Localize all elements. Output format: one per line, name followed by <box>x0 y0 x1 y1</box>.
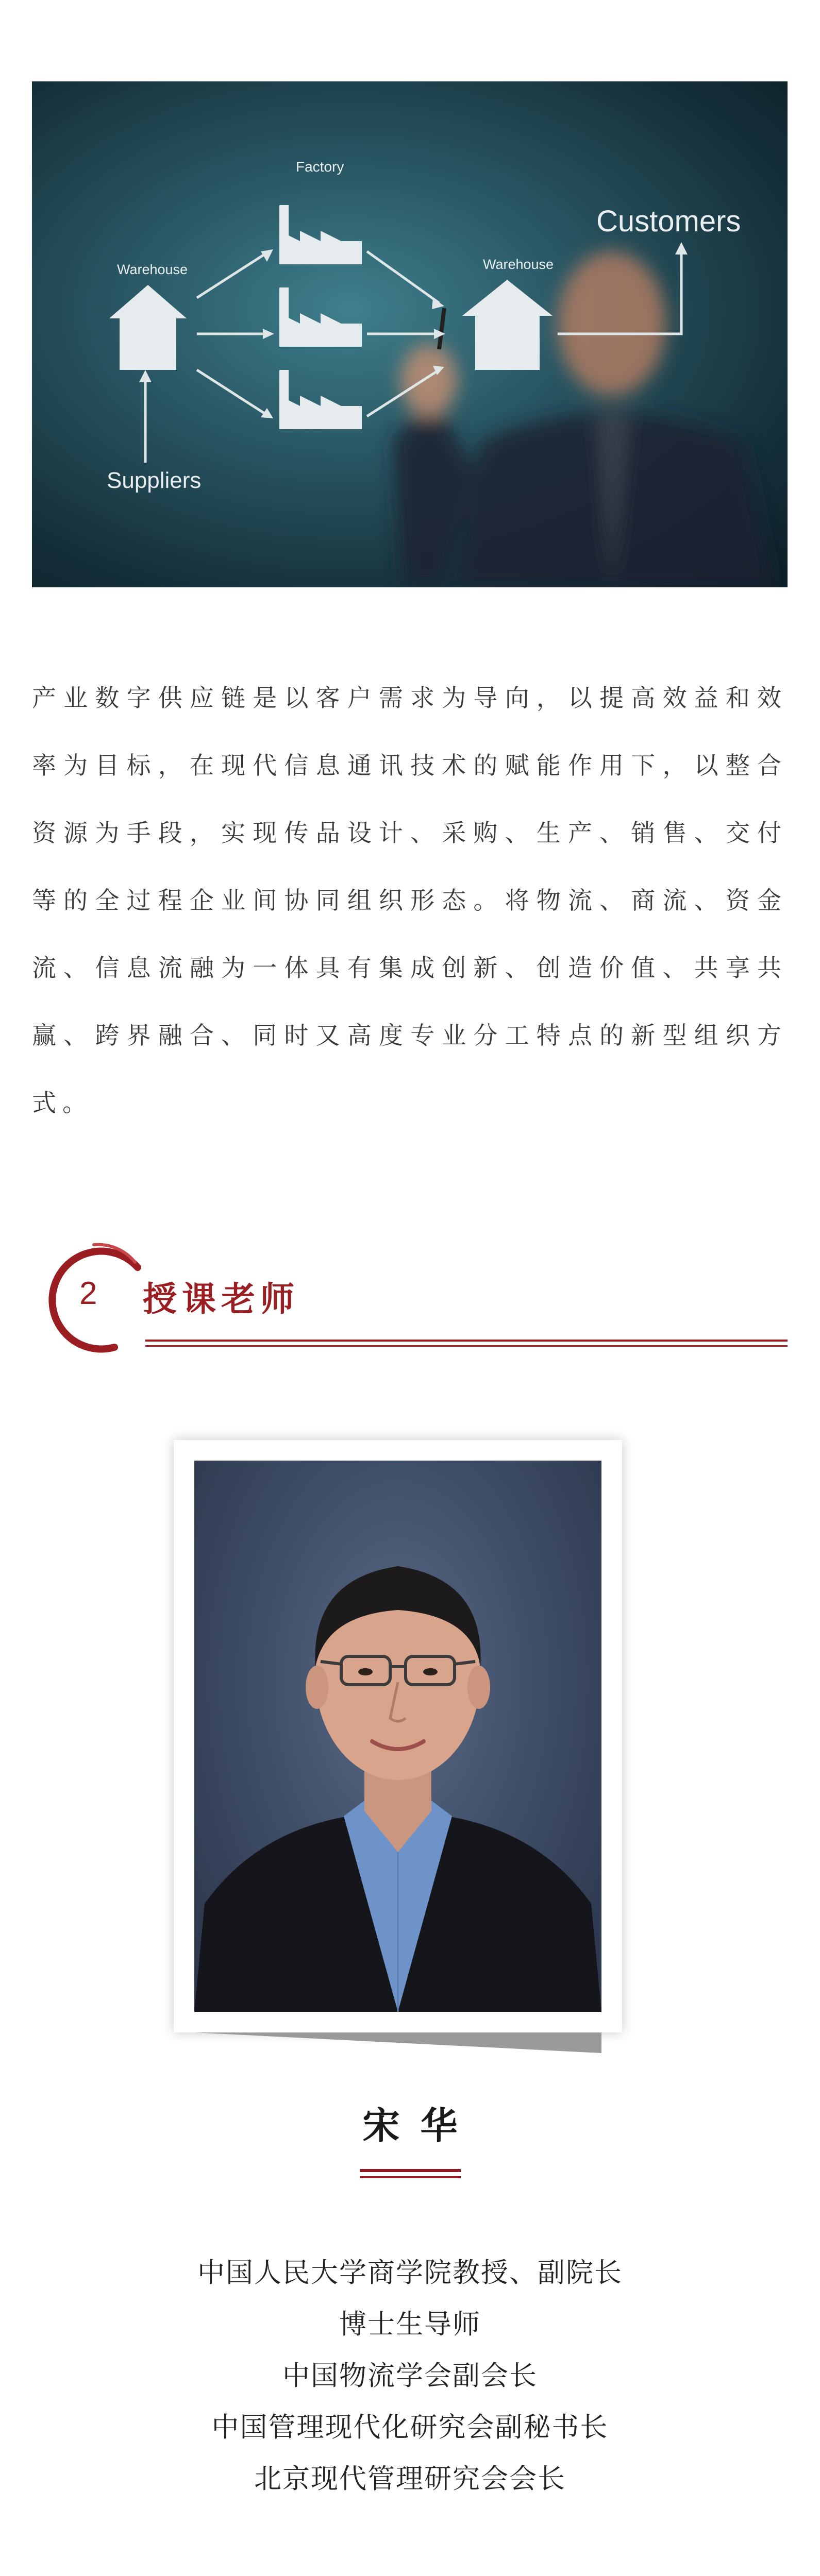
teacher-portrait <box>194 1461 601 2012</box>
name-underline <box>360 2169 461 2172</box>
teacher-title-line: 中国管理现代化研究会副秘书长 <box>211 2412 609 2443</box>
section-number: 2 <box>79 1276 97 1311</box>
warehouse-icon-left <box>109 285 187 370</box>
pen-icon <box>439 308 444 349</box>
section-header <box>32 1231 788 1355</box>
name-underline-thin <box>360 2176 461 2178</box>
factory-label: Factory <box>296 159 344 175</box>
teacher-title-line: 中国人民大学商学院教授、副院长 <box>197 2257 623 2289</box>
teacher-titles <box>0 2247 820 2505</box>
teacher-title-line: 中国物流学会副会长 <box>282 2360 538 2392</box>
warehouse-icon-right <box>462 280 553 370</box>
section-divider <box>145 1340 788 1342</box>
factory-icons <box>279 205 362 429</box>
warehouse-right-label: Warehouse <box>483 257 554 272</box>
teacher-title-line: 北京现代管理研究会会长 <box>254 2463 566 2495</box>
teacher-name: 宋华 <box>362 2104 478 2147</box>
suppliers-label: Suppliers <box>107 468 202 493</box>
teacher-title-line: 博士生导师 <box>339 2309 481 2340</box>
supply-chain-hero-image <box>32 81 788 587</box>
section-divider-thin <box>145 1345 788 1347</box>
section-title: 授课老师 <box>143 1279 299 1319</box>
supply-chain-diagram <box>32 81 788 587</box>
person-silhouette <box>393 251 774 587</box>
teacher-photo-frame <box>174 1440 622 2032</box>
intro-paragraph: 产业数字供应链是以客户需求为导向，以提高效益和效率为目标，在现代信息通讯技术的赋能作用下，以整合资源为手段，实现传品设计、采购、生产、销售、交付等的全过程企业间协同组织形态。将物流、商流、资金流、信息流融为一体具有集成创新、创造价值、共享共赢、跨界融合、同时又高度专业分工特点的新型组织方式。 <box>32 684 788 1117</box>
photo-shadow <box>174 2032 622 2069</box>
warehouse-left-label: Warehouse <box>117 262 188 277</box>
portrait-illustration <box>194 1461 601 2012</box>
customers-label: Customers <box>596 205 741 238</box>
